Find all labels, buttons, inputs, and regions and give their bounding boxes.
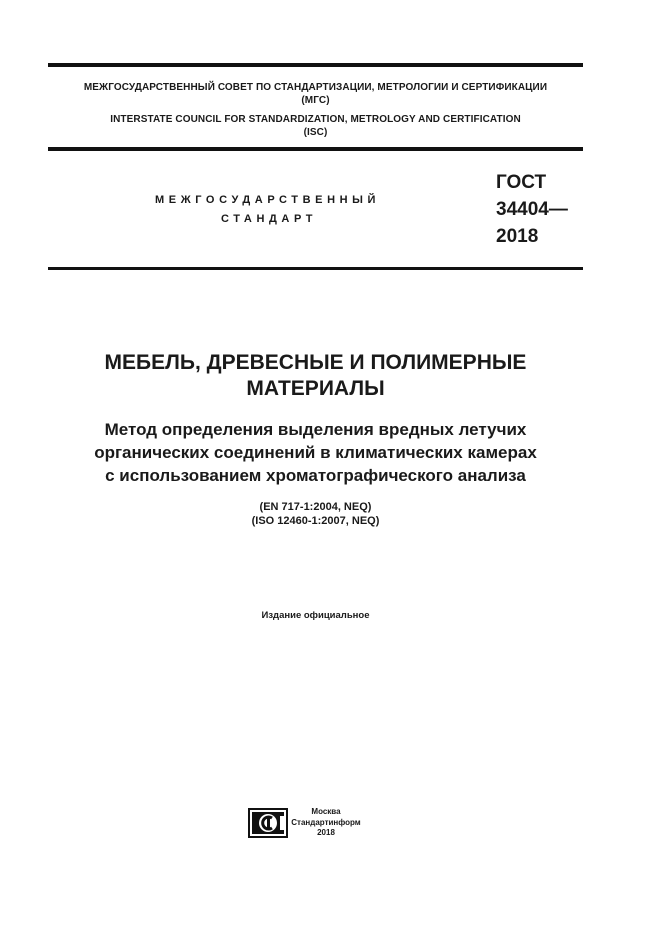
council-en-line2: (ISC): [303, 127, 328, 138]
gost-prefix: ГОСТ: [496, 172, 547, 193]
gost-number: 34404—: [496, 199, 568, 220]
title-sub-line2: органических соединений в климатических камерах: [94, 443, 537, 462]
title-sub-line3: с использованием хроматографического анализа: [105, 466, 526, 485]
imprint-year: 2018: [317, 828, 335, 837]
standard-type-line2: СТАНДАРТ: [221, 213, 318, 225]
header-bottom-rule: [48, 147, 583, 151]
imprint: [291, 807, 361, 839]
reference-en: (EN 717-1:2004, NEQ): [259, 501, 372, 513]
title-sub-line1: Метод определения выделения вредных летучих: [104, 420, 527, 439]
international-references: [48, 500, 583, 528]
designation-bottom-rule: [48, 267, 583, 270]
standard-type-line1: МЕЖГОСУДАРСТВЕННЫЙ: [155, 194, 381, 206]
title-main-line2: МАТЕРИАЛЫ: [246, 377, 385, 400]
document-subtitle: [48, 418, 583, 487]
document-title: [48, 350, 583, 402]
standartinform-logo-icon: [248, 808, 288, 838]
imprint-publisher: Стандартинформ: [291, 817, 361, 827]
top-rule: [48, 63, 583, 67]
council-en-line1: INTERSTATE COUNCIL FOR STANDARDIZATION, METROLOGY AND CERTIFICATION: [110, 114, 521, 125]
council-en-name: [48, 113, 583, 139]
edition-note: Издание официальное: [261, 610, 370, 621]
council-ru-name: [48, 81, 583, 107]
council-ru-line1: МЕЖГОСУДАРСТВЕННЫЙ СОВЕТ ПО СТАНДАРТИЗАЦИИ, МЕТРОЛОГИИ И СЕРТИФИКАЦИИ: [83, 82, 548, 93]
gost-designation: [496, 169, 568, 250]
council-ru-line2: (МГС): [301, 95, 330, 106]
title-main-line1: МЕБЕЛЬ, ДРЕВЕСНЫЕ И ПОЛИМЕРНЫЕ: [104, 351, 527, 374]
reference-iso: (ISO 12460-1:2007, NEQ): [251, 515, 380, 527]
imprint-city: Москва: [311, 807, 341, 816]
gost-year: 2018: [496, 226, 539, 247]
